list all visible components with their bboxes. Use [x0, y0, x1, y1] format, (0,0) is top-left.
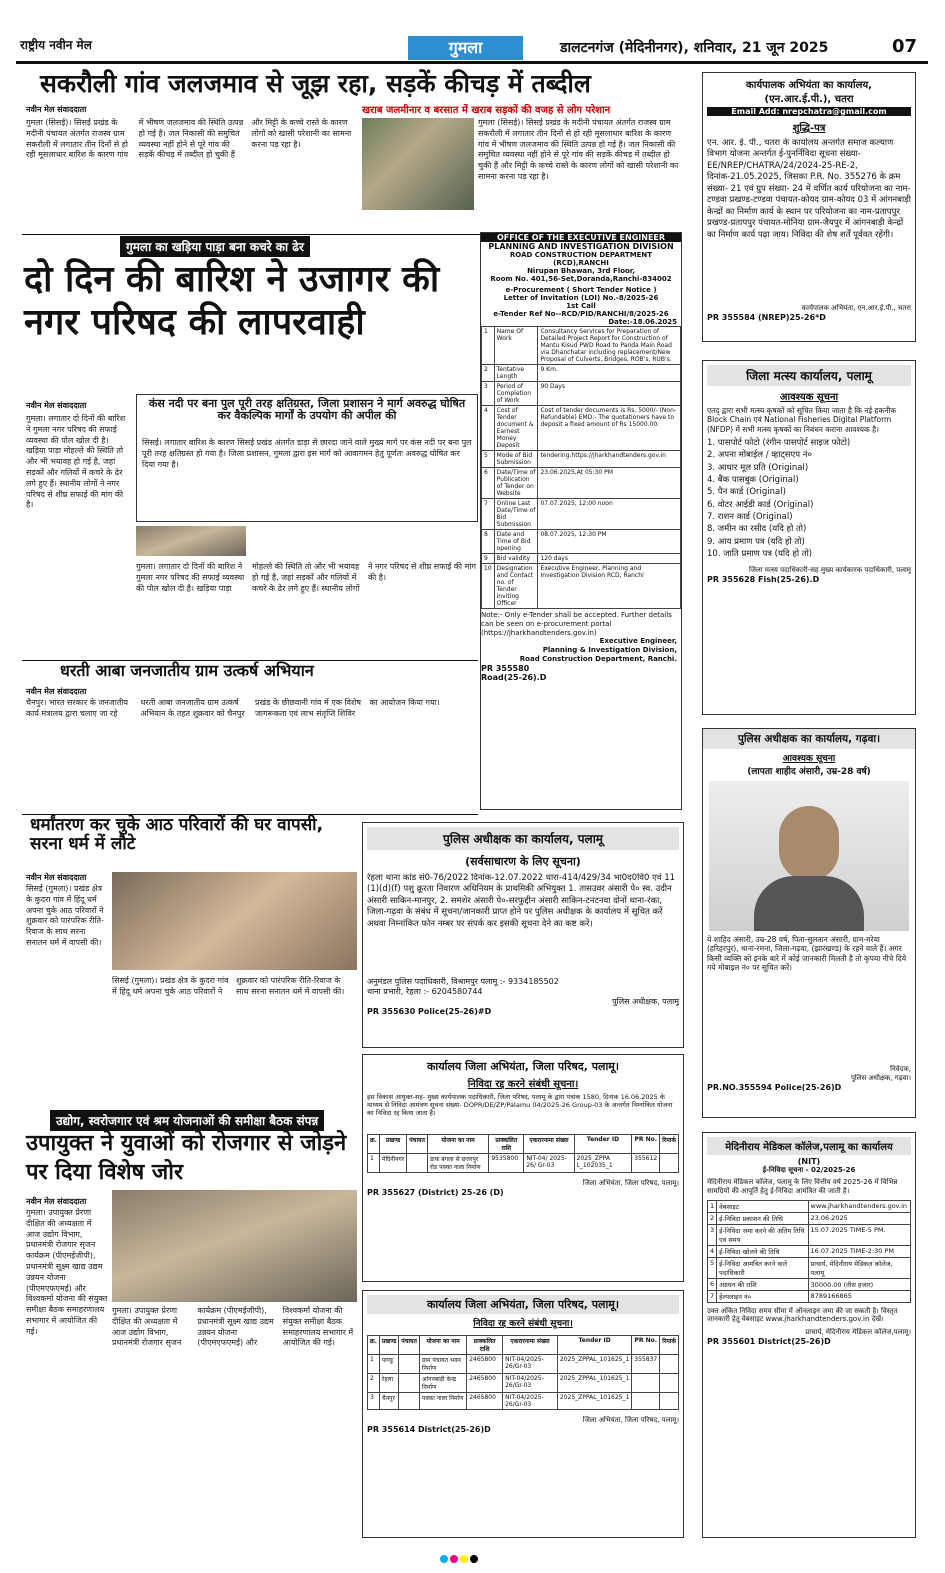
- table-row: [482, 365, 681, 382]
- table-row: [482, 382, 681, 406]
- table-cell: 3: [708, 1224, 717, 1245]
- table-cell: 2465800: [467, 1355, 503, 1374]
- ad-fish-pr: PR 355628 Fish(25-26).D: [707, 575, 820, 584]
- table-row: [368, 1393, 679, 1410]
- table-cell: वेबसाइट: [717, 1200, 808, 1212]
- table-cell: अग्रधन की राशि: [717, 1278, 808, 1290]
- ad-rcd-loi: Letter of Invitation (LOI) No.-8/2025-26: [503, 294, 659, 302]
- ad-mmc-pr: PR 355601 District(25-26)D: [707, 1336, 831, 1346]
- story1-photo: [362, 118, 474, 210]
- table-header-cell: PR No.: [632, 1336, 660, 1355]
- ad-police-garhwa: [702, 728, 916, 1118]
- ad-zp1-heading: निविदा रद्द करने संबंधी सूचना।: [467, 1079, 579, 1090]
- story5-body: सिसई (गुमला)। प्रखंड क्षेत्र के कुदरा गांव में हिंदू धर्म अपना चुके आठ परिवारों ने शुक्रवार को पारंपरिक रीति-रिवाज के साथ सरना सनातन धर्म में वापसी की।: [26, 884, 105, 947]
- ad-rcd-note: Note:- Only e-Tender shall be accepted. Further details can be seen on e-procurement portal (https://jharkhandtenders.gov.in): [481, 611, 672, 637]
- table-cell: www.jharkhandtenders.gov.in: [808, 1200, 910, 1212]
- table-cell: Period of Completion of Work: [494, 382, 538, 406]
- ad-rcd-ref: e-Tender Ref No--RCD/PID/RANCHI/8/2025-26: [493, 310, 669, 318]
- table-header-cell: पंचायत: [407, 1135, 428, 1154]
- table-cell: 5: [708, 1257, 717, 1278]
- story6-body-col: गुमला। उपायुक्त प्रेरणा दीक्षित की अध्यक्षता में आज उद्योग विभाग, प्रधानमंत्री रोजगार सृजन कार्यक्रम (पीएमईजीपी), प्रधानमंत्री सूक्ष्म खाद्य उद्यम उन्नयन योजना (पीएमएफएमई) और विश्वकर्मा योजना की संयुक्त समीक्षा बैठक समाहरणालय सभागार में आयोजित की गई।: [112, 1306, 354, 1348]
- ad-zp2: [362, 1290, 684, 1538]
- ad-mmc-sub2: ई-निविदा सूचना - 02/2025-26: [762, 1166, 856, 1174]
- list-item: 8. जमीन का रसीद (यदि हो तो): [707, 524, 807, 535]
- table-header-cell: रिमार्क: [660, 1135, 679, 1154]
- ad-nrep-body: एन. आर. ई. पी., चतरा के कार्यालय अन्तर्गत समाज कल्याण विभाग योजना अन्तर्गत ई-पुनर्निविदा सूचना संख्या- EE/NREP/CHATRA/24/2024-25-RE-2, दिनांक-21.05.2025, जिसका P.R. No. 355276 के क्रम संख्या- 21 एवं ग्रुप संख्या- 24 में वर्णित कार्य परियोजना का नाम-टण्डवा प्रखण्ड-टण्डवा पंचायत-कोयद ग्राम-कोयद 03 में आंगनबाड़ी केन्द्रों का निर्माण कार्य के स्थान पर परियोजना का नाम-प्रतापपुर प्रखण्ड-प्रतापपुर पंचायत-मोनिया ग्राम-जैयपुर में आंगनबाड़ी केन्द्रों का निर्माण कार्य पढ़ा जाय। निविदा की शेष शर्तें पूर्ववत रहेंगी।: [707, 138, 911, 240]
- table-cell: 3: [368, 1393, 380, 1410]
- table-header-cell: एकरारनामा संख्या: [503, 1336, 558, 1355]
- story5-body-col: सिसई (गुमला)। प्रखंड क्षेत्र के कुदरा गांव में हिंदू धर्म अपना चुके आठ परिवारों ने शुक्रवार को पारंपरिक रीति-रिवाज के साथ सरना सनातन धर्म में वापसी की।: [112, 976, 345, 996]
- ad-rcd-notice: e-Procurement ( Short Tender Notice ): [505, 286, 657, 294]
- table-cell: 08.07.2025, 12:30 PM: [538, 530, 681, 554]
- ad-zp1: [362, 1054, 684, 1282]
- table-cell: Date and Time of Bid opening: [494, 530, 538, 554]
- ad-police-palamu: [362, 822, 684, 1048]
- table-row: [482, 451, 681, 468]
- ad-mmc-sign: प्राचार्य, मेदिनीराय मेडिकल कॉलेज,पलामू।: [805, 1328, 911, 1336]
- table-row: [708, 1245, 911, 1257]
- table-cell: 7: [708, 1290, 717, 1302]
- ad-rcd-title3: ROAD CONSTRUCTION DEPARTMENT (RCD),RANCHI: [509, 251, 653, 267]
- black-dot: [470, 1555, 478, 1563]
- ad-zp2-sign: जिला अभियंता, जिला परिषद, पलामू।: [582, 1416, 679, 1424]
- ad-zp2-table: [367, 1335, 679, 1410]
- table-cell: 120 days: [538, 554, 681, 564]
- table-cell: 2465800: [467, 1374, 503, 1393]
- ad-rcd: [480, 232, 682, 810]
- cyan-dot: [440, 1555, 448, 1563]
- table-cell: 15.07.2025 TIME-5 PM.: [808, 1224, 910, 1245]
- table-cell: 6: [708, 1278, 717, 1290]
- table-cell: 8789166865: [808, 1290, 910, 1302]
- table-cell: Cost of Tender document & Earnest Money Deposit: [494, 406, 538, 451]
- ad-rcd-title2: PLANNING AND INVESTIGATION DIVISION: [488, 242, 674, 251]
- story1-photo-text: गुमला (सिसई)। सिसई प्रखंड के मदीनी पंचायत अंतर्गत राजस्व ग्राम सकरौली में लगातार तीन दिनों से हो रही मूसलाधार बारिश के कारण गांव में भीषण जलजमाव की स्थिति उत्पन्न हो गई है। जल निकासी की समुचित व्यवस्था नहीं होने से पूरे गांव की सड़कें कीचड़ में तब्दील हो चुकी हैं और मिट्टी के कच्चे रास्ते के कारण लोगों को खासी परेशानी का सामना करना पड़ रहा है।: [478, 118, 679, 181]
- table-cell: tendering.https://jharkhandtenders.gov.in: [538, 451, 681, 468]
- table-cell: पाण्डु: [379, 1355, 398, 1374]
- ad-police-palamu-heading: (सर्वसाधारण के लिए सूचना): [465, 855, 581, 868]
- table-cell: 355612: [632, 1154, 660, 1173]
- table-cell: 9 Km.: [538, 365, 681, 382]
- yellow-dot: [460, 1555, 468, 1563]
- ad-zp1-table: [367, 1134, 679, 1173]
- story2-body-col: गुमला। लगातार दो दिनों की बारिश ने गुमला नगर परिषद की सफाई व्यवस्था की पोल खोल दी है। खड़िया पाड़ा मोहल्ले की स्थिति तो और भी भयावह हो गई है, जहां सड़कों और गलियों में कचरे के ढेर लगे हुए हैं। स्थानीय लोगों ने नगर परिषद से शीघ्र सफाई की मांग की है।: [136, 562, 477, 593]
- ad-zp1-intro: इस विकास आयुक्त-सह- मुख्य कार्यपालक पदाधिकारी, जिला परिषद, पलामू के द्वारा पत्रांक 1580, दिनांक 16.06.2025 के माध्यम से निविदा आमंत्रण सूचना संख्या- DOPR/DE/ZP/Palamu 04/2025-26 Group-03 के अन्तर्गत निम्नांकित योजना का निविदा रद्द किया जाता है।: [367, 1093, 673, 1118]
- table-row: [368, 1154, 679, 1173]
- ad-nrep-title2: (एन.आर.ई.पी.), चतरा: [764, 94, 854, 105]
- table-cell: 90 Days: [538, 382, 681, 406]
- table-cell: 23.06.2025,At 05:30 PM: [538, 468, 681, 499]
- table-cell: [660, 1355, 679, 1374]
- table-cell: 9535800: [489, 1154, 524, 1173]
- table-cell: Mode of Bid Submission: [494, 451, 538, 468]
- table-cell: आंगनबाड़ी केन्द्र निर्माण: [419, 1374, 466, 1393]
- list-item: 4. बैंक पासबुक (Original): [707, 475, 799, 486]
- table-header-cell: क्र.: [368, 1135, 380, 1154]
- ad-mmc: [702, 1132, 916, 1538]
- ad-police-garhwa-subheading: (लापता शाहीद अंसारी, उम्र-28 वर्ष): [747, 767, 871, 777]
- table-cell: [399, 1393, 420, 1410]
- table-header-cell: Tender ID: [574, 1135, 632, 1154]
- story3-body: सिसई। लगातार बारिश के कारण सिसई प्रखंड अंतर्गत डाड़ा से छारदा जाने वाले मुख्य मार्ग पर कंस नदी पर बना पुल पूरी तरह क्षतिग्रस्त हो गया है। जिला प्रशासन, गुमला द्वारा इस मार्ग को आवागमन हेतु पूर्णतः अवरुद्ध घोषित कर दिया गया है।: [142, 438, 472, 469]
- table-cell: [632, 1374, 660, 1393]
- table-header-row: [368, 1135, 679, 1154]
- table-cell: Consultancy Services for Preparation of Detailed Project Report for Construction of Mantu Kisud PWD Road to Panda Main Road via Dhanchatar including replacement/New Proposal of Culverts, Bridges, ROB's, RUB's.: [538, 327, 681, 365]
- table-cell: Cost of tender documents is Rs. 5000/- (Non-Refundable) EMD:- The quotationers have to deposit a fixed amount of Rs 15000.00.: [538, 406, 681, 451]
- story2-byline: नवीन मेल संवाददाता: [26, 401, 87, 410]
- table-header-cell: Tender ID: [557, 1336, 631, 1355]
- table-cell: चैनपुर: [379, 1393, 398, 1410]
- table-header-cell: योजना का नाम: [419, 1336, 466, 1355]
- list-item: 2. अपना मोबाईल / व्हाट्सएप नं०: [707, 450, 812, 461]
- ad-police-garhwa-sign1: निवेदक,: [890, 1065, 911, 1073]
- table-cell: [399, 1355, 420, 1374]
- table-cell: 355837: [632, 1355, 660, 1374]
- table-cell: NIT-04/2025-26/Gr-03: [503, 1393, 558, 1410]
- ad-rcd-sign3: Road Construction Department, Ranchi.: [519, 654, 677, 663]
- ad-police-palamu-contact1: अनुमंडल पुलिस पदाधिकारी, विश्रामपुर पलामू :- 9334185502: [367, 977, 559, 986]
- dateline: डालटनगंज (मेदिनीनगर), शनिवार, 21 जून 2025: [560, 40, 829, 56]
- story3-photo-1: [136, 526, 246, 556]
- masthead: राष्ट्रीय नवीन मेल: [20, 38, 92, 52]
- table-row: [482, 468, 681, 499]
- story1-photo-caption: खराब जलमीनार व बरसात में खराब सड़कों की वजह से लोग परेशान: [362, 105, 611, 116]
- ad-mmc-intro: मेदिनीराय मेडिकल कॉलेज, पलामू के लिए वित्तीय वर्ष 2025-26 में विभिन्न सामग्रियों की आपूर्ति हेतु ई-निविदा आमंत्रित की जाती है।: [707, 1178, 898, 1195]
- list-item: 7. राशन कार्ड (Original): [707, 512, 793, 522]
- ad-fish-sign: जिला मत्स्य पदाधिकारी-सह मुख्य कार्यकारक पदाधिकारी, पलामू: [748, 566, 911, 575]
- table-header-cell: एकरारनामा संख्या: [524, 1135, 574, 1154]
- story1-body: गुमला (सिसई)। सिसई प्रखंड के मदीनी पंचायत अंतर्गत राजस्व ग्राम सकरौली में लगातार तीन दिनों से हो रही मूसलाधार बारिश के कारण गांव में भीषण जलजमाव की स्थिति उत्पन्न हो गई है। जल निकासी की समुचित व्यवस्था नहीं होने से पूरे गांव की सड़कें कीचड़ में तब्दील हो चुकी हैं और मिट्टी के कच्चे रास्ते के कारण लोगों को खासी परेशानी का सामना करना पड़ रहा है।: [26, 118, 352, 160]
- ad-zp1-title: कार्यालय जिला अभियंता, जिला परिषद, पलामू।: [426, 1060, 620, 1073]
- table-cell: ग्राम पंचायत भवन निर्माण: [419, 1355, 466, 1374]
- table-cell: NIT-04/ 2025-26/ Gr-03: [524, 1154, 574, 1173]
- list-item: 10. जाति प्रमाण पत्र (यदि हो तो): [707, 548, 813, 559]
- table-cell: ई-निविदा खोलने की तिथि: [717, 1245, 808, 1257]
- table-cell: 2465800: [467, 1393, 503, 1410]
- table-cell: 2: [708, 1212, 717, 1224]
- ad-rcd-pr2: Road(25-26).D: [481, 672, 547, 682]
- ad-police-garhwa-pr: PR.NO.355594 Police(25-26)D: [707, 1082, 842, 1092]
- table-row: [482, 327, 681, 365]
- ad-mmc-table: [707, 1200, 911, 1303]
- page-number: 07: [892, 36, 918, 57]
- ad-nrep-pr: PR 355584 (NREP)25-26*D: [707, 312, 826, 322]
- ad-nrep-heading: शुद्धि-पत्र: [792, 123, 826, 134]
- ad-police-palamu-body: रेहला थाना कांड सं0-76/2022 दिनांक-12.07.2022 धारा-414/429/34 भा0द0वि0 एवं 11 (1)(d)(f) पशु क्रूरता निवारण अधिनियम के प्राथमिकी अभियुक्त 1. तासउवर अंसारी पे० स्व. उदीन अंसारी साकिन-मानपुर, 2. समशेर अंसारी पे०-सरफुद्दीन अंसारी साकिन-टनटनवा दोनों थाना-रंका, जिला-गढ़वा के संबंध में सूचना/जानकारी प्राप्त होने पर पुलिस अधीक्षक के कार्यालय में सूचित करें अथवा निम्नांकित फोन नम्बर पर संपर्क कर इसकी सूचना देने का कष्ट करें।: [367, 873, 676, 929]
- ad-zp2-heading: निविदा रद्द करने संबंधी सूचना।: [473, 1319, 573, 1329]
- ad-rcd-sign2: Planning & Investigation Division,: [542, 646, 677, 654]
- table-row: [368, 1374, 679, 1393]
- table-header-cell: प्रखण्ड: [379, 1336, 398, 1355]
- story1-byline: नवीन मेल संवाददाता: [26, 105, 87, 114]
- table-cell: 1: [708, 1200, 717, 1212]
- ad-fish-heading: आवश्यक सूचना: [779, 392, 839, 403]
- story2-body: गुमला। लगातार दो दिनों की बारिश ने गुमला नगर परिषद की सफाई व्यवस्था की पोल खोल दी है। खड़िया पाड़ा मोहल्ले की स्थिति तो और भी भयावह हो गई है, जहां सड़कों और गलियों में कचरे के ढेर लगे हुए हैं। स्थानीय लोगों ने नगर परिषद से शीघ्र सफाई की मांग की है।: [26, 414, 126, 510]
- table-cell: 2: [482, 365, 495, 382]
- table-cell: Designation and Contact no. of Tender inviting Officer: [494, 564, 538, 609]
- table-cell: 4: [482, 406, 495, 451]
- table-cell: 1: [368, 1154, 380, 1173]
- story6-photo: [112, 1190, 357, 1302]
- table-cell: 16.07.2025 TIME-2:30 PM: [808, 1245, 910, 1257]
- story4-byline: नवीन मेल संवाददाता: [26, 687, 87, 696]
- ad-rcd-call: 1st Call: [566, 302, 596, 310]
- ad-police-garhwa-sign2: पुलिस अधीक्षक, गढ़वा।: [850, 1073, 911, 1082]
- table-header-row: [368, 1336, 679, 1355]
- story2-kicker: गुमला का खड़िया पाड़ा बना कचरे का ढेर: [120, 236, 310, 257]
- table-header-cell: प्राक्कलित राशि: [467, 1336, 503, 1355]
- table-row: [482, 406, 681, 451]
- table-cell: [660, 1393, 679, 1410]
- table-header-cell: रिमार्क: [660, 1336, 679, 1355]
- table-cell: ई-निविदा जमा करने की अंतिम तिथि एवं समय: [717, 1224, 808, 1245]
- table-row: [368, 1355, 679, 1374]
- table-cell: 2025_ZPPAL_101625_1: [557, 1393, 631, 1410]
- table-row: [482, 554, 681, 564]
- table-header-cell: क्र.: [368, 1336, 380, 1355]
- table-cell: NIT-04/2025-26/Gr-03: [503, 1355, 558, 1374]
- table-cell: 2: [368, 1374, 380, 1393]
- table-cell: 23.06.2025: [808, 1212, 910, 1224]
- table-row: [482, 564, 681, 609]
- ad-mmc-note: उक्त अंकित निविदा समय सीमा में ऑनलाइन जमा की जा सकती है। विस्तृत जानकारी हेतु वेबसाइट www.jharkhandtenders.gov.in देखें।: [707, 1306, 898, 1324]
- table-cell: [407, 1154, 428, 1173]
- table-cell: [660, 1374, 679, 1393]
- table-cell: 3: [482, 382, 495, 406]
- missing-person-photo: [709, 781, 909, 931]
- ad-rcd-addr2: Room No. 401,56-Set,Doranda,Ranchi-834002: [490, 275, 672, 283]
- story6-headline: उपायुक्त ने युवाओं को रोजगार से जोड़ने पर दिया विशेष जोर: [26, 1131, 347, 1185]
- ad-fish-list: [707, 437, 911, 560]
- table-cell: Online Last Date/Time of Bid Submission: [494, 499, 538, 530]
- ad-police-palamu-title: पुलिस अधीक्षक का कार्यालय, पलामू: [367, 827, 679, 850]
- table-cell: 2025_ZPPAL_101625_1: [557, 1355, 631, 1374]
- table-row: [482, 499, 681, 530]
- table-header-cell: प्रखण्ड: [379, 1135, 406, 1154]
- story6-kicker: उद्योग, स्वरोजगार एवं श्रम योजनाओं की समीक्षा बैठक संपन्न: [50, 1110, 324, 1131]
- table-row: [708, 1278, 911, 1290]
- table-cell: 6: [482, 468, 495, 499]
- ad-police-garhwa-title: पुलिस अधीक्षक का कार्यालय, गढ़वा।: [703, 729, 915, 749]
- table-cell: Bid validity: [494, 554, 538, 564]
- story3-headline: कंस नदी पर बना पुल पूरी तरह क्षतिग्रस्त, जिला प्रशासन ने मार्ग अवरुद्ध घोषित कर वैकल्पिक मार्गों के उपयोग की अपील की: [148, 397, 466, 423]
- table-cell: 7: [482, 499, 495, 530]
- table-cell: रेहला: [379, 1374, 398, 1393]
- ad-zp2-pr: PR 355614 District(25-26)D: [367, 1424, 491, 1434]
- table-cell: NIT-04/2025-26/Gr-03: [503, 1374, 558, 1393]
- table-cell: 9: [482, 554, 495, 564]
- table-row: [708, 1224, 911, 1245]
- ad-fish-intro: एतद् द्वारा सभी मत्स्य कृषकों को सूचित किया जाता है कि नई हकनीक Block Chain एवं National Fisheries Digital Platform (NFDP) में सभी मत्स्य कृषकों का निबंधन कराना आवश्यक है।: [707, 406, 897, 434]
- table-cell: 4: [708, 1245, 717, 1257]
- table-cell: मेदिनीनगर: [379, 1154, 406, 1173]
- list-item: 1. पासपोर्ट फोटो (रंगीन पासपोर्ट साइज फोटो): [707, 438, 851, 449]
- table-cell: [632, 1393, 660, 1410]
- ad-nrep-sign: कार्यपालक अभियंता, एन.आर.ई.पी., चतरा: [801, 304, 911, 312]
- table-cell: 8: [482, 530, 495, 554]
- table-row: [708, 1257, 911, 1278]
- table-cell: [660, 1154, 679, 1173]
- story1-headline: सकरौली गांव जलजमाव से जूझ रहा, सड़कें कीचड़ में तब्दील: [40, 69, 591, 98]
- ad-nrep-title1: कार्यपालक अभियंता का कार्यालय,: [746, 80, 872, 91]
- table-cell: पक्का नाला निर्माण: [419, 1393, 466, 1410]
- story5-headline: धर्मांतरण कर चुके आठ परिवारों की घर वापसी, सरना धर्म में लौटे: [30, 815, 324, 854]
- table-cell: Executive Engineer, Planning and Investigation Division RCD, Ranchi: [538, 564, 681, 609]
- list-item: 5. पैन कार्ड (Original): [707, 487, 786, 498]
- table-cell: 2025_ZPPA L_102035_1: [574, 1154, 632, 1173]
- ad-mmc-sub: (NIT): [797, 1157, 821, 1166]
- table-cell: ई-निविदा आमंत्रित करने वाले पदाधिकारी: [717, 1257, 808, 1278]
- ad-police-palamu-pr: PR 355630 Police(25-26)#D: [367, 1007, 492, 1016]
- ad-fish: [702, 360, 916, 715]
- ad-rcd-addr1: Nirupan Bhawan, 3rd Floor,: [527, 267, 635, 275]
- story4-body: चैनपुर। भारत सरकार के जनजातीय कार्य मंत्रालय द्वारा चलाए जा रहे धरती आबा जनजातीय ग्राम उत्कर्ष अभियान के तहत शुक्रवार को चैनपुर प्रखंड के छीछवानी गांव में एक विशेष जागरूकता एवं लाभ संतृप्ति शिविर का आयोजन किया गया।: [26, 698, 440, 718]
- ad-zp1-pr: PR 355627 (District) 25-26 (D): [367, 1187, 504, 1197]
- story6-body: गुमला। उपायुक्त प्रेरणा दीक्षित की अध्यक्षता में आज उद्योग विभाग, प्रधानमंत्री रोजगार सृजन कार्यक्रम (पीएमईजीपी), प्रधानमंत्री सूक्ष्म खाद्य उद्यम उन्नयन योजना (पीएमएफएमई) और विश्वकर्मा योजना की संयुक्त समीक्षा बैठक समाहरणालय सभागार में आयोजित की गई।: [26, 1208, 108, 1336]
- table-header-cell: प्राक्कलित राशि: [489, 1135, 524, 1154]
- table-cell: 2025_ZPPAL_101625_1: [557, 1374, 631, 1393]
- story6-byline: नवीन मेल संवाददाता: [26, 1197, 87, 1206]
- table-cell: Tentative Length: [494, 365, 538, 382]
- table-row: [708, 1212, 911, 1224]
- table-cell: 30000.00 (तीस हजार): [808, 1278, 910, 1290]
- table-cell: 07.07.2025, 12:00 noon: [538, 499, 681, 530]
- table-cell: डाक बंगला से छत्तरपुर रोड पक्का नाला निर्माण: [427, 1154, 488, 1173]
- table-cell: Name Of Work: [494, 327, 538, 365]
- table-row: [482, 530, 681, 554]
- ad-zp1-sign: जिला अभियंता, जिला परिषद, पलामू।: [582, 1179, 679, 1187]
- color-registration-bar: [440, 1548, 510, 1560]
- table-header-cell: PR No.: [632, 1135, 660, 1154]
- table-header-cell: योजना का नाम: [427, 1135, 488, 1154]
- list-item: 6. वोटर आईडी कार्ड (Original): [707, 499, 814, 510]
- magenta-dot: [450, 1555, 458, 1563]
- list-item: 9. आय प्रमाण पत्र (यदि हो तो): [707, 536, 805, 547]
- ad-nrep: [702, 72, 916, 342]
- story5-byline: नवीन मेल संवाददाता: [26, 873, 87, 882]
- ad-rcd-pr: PR 355580: [481, 663, 530, 673]
- table-cell: 1: [482, 327, 495, 365]
- ad-police-palamu-contact2: थाना प्रभारी, रेहला :- 6204580744: [367, 987, 483, 996]
- table-cell: ई-निविदा प्रकाशन की तिथि: [717, 1212, 808, 1224]
- table-row: [708, 1290, 911, 1302]
- story2-headline: दो दिन की बारिश ने उजागर की नगर परिषद की लापरवाही: [24, 259, 440, 344]
- ad-rcd-sign1: Executive Engineer,: [599, 637, 677, 646]
- ad-rcd-table: [481, 326, 681, 609]
- list-item: 3. आधार मूल प्रति (Original): [707, 462, 809, 473]
- ad-mmc-title: मेदिनीराय मेडिकल कॉलेज,पलामू का कार्यालय: [707, 1137, 911, 1155]
- ad-rcd-title1: OFFICE OF THE EXECUTIVE ENGINEER: [481, 233, 681, 242]
- table-row: [708, 1200, 911, 1212]
- ad-police-palamu-sign: पुलिस अधीक्षक, पलामू: [612, 997, 679, 1006]
- story4-headline: धरती आबा जनजातीय ग्राम उत्कर्ष अभियान: [60, 661, 314, 680]
- ad-police-garhwa-heading: आवश्यक सूचना: [782, 754, 836, 764]
- table-cell: [399, 1374, 420, 1393]
- ad-zp2-title: कार्यालय जिला अभियंता, जिला परिषद, पलामू।: [367, 1295, 679, 1314]
- table-header-cell: पंचायत: [399, 1336, 420, 1355]
- story5-photo: [112, 872, 357, 970]
- ad-fish-title: जिला मत्स्य कार्यालय, पलामू: [707, 365, 911, 386]
- section-tab: गुमला: [408, 36, 523, 60]
- table-cell: हेल्पलाइन नं०: [717, 1290, 808, 1302]
- table-cell: प्राचार्य, मेदिनीराय मेडिकल कॉलेज, पलामू: [808, 1257, 910, 1278]
- ad-rcd-date: Date:-18.06.2025: [608, 318, 677, 326]
- ad-nrep-email: Email Add: nrepchatra@gmail.com: [707, 107, 911, 116]
- table-cell: 5: [482, 451, 495, 468]
- ad-police-garhwa-body: ये शाहिद अंसारी, उम्र-28 वर्ष, पिता-सुलतान अंसारी, ग्राम-मरेया (हरिहरपुर), थाना-रमना, जिला-गढ़वा, (झारखण्ड) के रहने वाले हैं। अगर किसी व्यक्ति को इनके बारे में कोई जानकारी मिलती है तो कृपया नीचे दिये गये मोबाइल नं० पर सूचित करें।: [707, 935, 907, 973]
- table-cell: 10: [482, 564, 495, 609]
- table-cell: Date/Time of Publication of Tender on Website: [494, 468, 538, 499]
- table-cell: 1: [368, 1355, 380, 1374]
